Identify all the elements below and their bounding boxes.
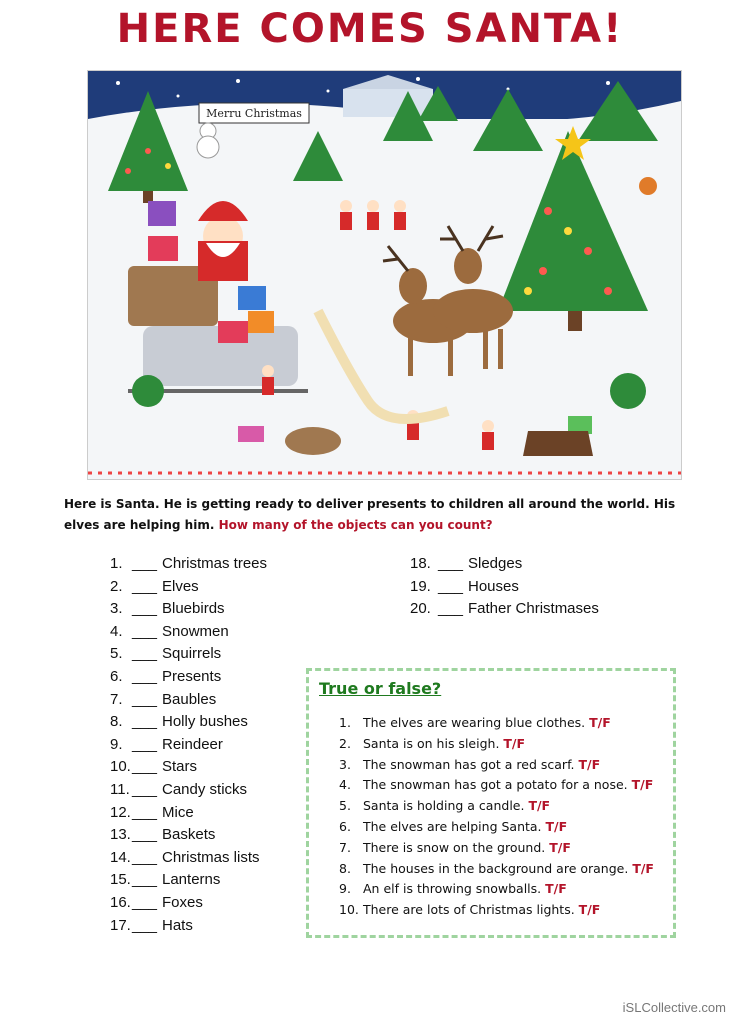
true-false-choice[interactable]: T/F [503, 735, 526, 751]
count-item-number: 10. [110, 758, 131, 776]
statement-text: Santa is holding a candle. [363, 798, 525, 814]
count-item-number: 16. [110, 893, 131, 911]
count-item-number: 8. [110, 713, 123, 731]
count-item-label: Bluebirds [162, 600, 225, 618]
count-item-label: Baskets [162, 826, 216, 844]
answer-blank[interactable]: ___ [438, 555, 464, 572]
intro-question: How many of the objects can you count? [218, 518, 493, 532]
statement-number: 7. [339, 839, 351, 855]
count-item [410, 598, 599, 621]
count-item-label: Squirrels [162, 645, 222, 663]
count-item [110, 553, 267, 576]
count-item-label: Lanterns [162, 871, 221, 889]
true-false-statement [339, 817, 654, 838]
intro-paragraph [64, 494, 704, 536]
footer-watermark: iSLCollective.com [622, 1000, 726, 1015]
true-false-statement [339, 900, 654, 921]
true-false-statement [339, 859, 654, 880]
count-item [110, 915, 267, 938]
statement-number: 2. [339, 735, 351, 751]
true-false-choice[interactable]: T/F [545, 818, 568, 834]
statement-text: An elf is throwing snowballs. [363, 881, 542, 897]
statement-text: There is snow on the ground. [363, 839, 546, 855]
answer-blank[interactable]: ___ [132, 848, 158, 866]
count-item-label: Mice [162, 803, 194, 821]
answer-blank[interactable]: ___ [132, 826, 158, 844]
true-false-choice[interactable]: T/F [528, 798, 551, 814]
true-false-choice[interactable]: T/F [549, 839, 571, 855]
sign-text: Merru Christmas [206, 107, 302, 120]
answer-blank[interactable]: ___ [132, 600, 158, 618]
true-false-statement [339, 775, 654, 796]
count-item-number: 19. [410, 577, 431, 595]
count-item [110, 802, 267, 825]
count-item [110, 643, 267, 666]
count-item [110, 576, 267, 599]
count-item-number: 7. [110, 690, 123, 708]
statement-number: 8. [339, 860, 351, 876]
answer-blank[interactable]: ___ [132, 667, 158, 685]
intro-text: Here is Santa. He is getting ready to deliver presents to children all around the world. His elves are helping him. [64, 497, 676, 532]
count-item-number: 6. [110, 667, 123, 685]
answer-blank[interactable]: ___ [132, 758, 158, 776]
answer-blank[interactable]: ___ [438, 577, 464, 595]
count-list-column-2 [410, 553, 599, 621]
count-item [110, 689, 267, 712]
true-false-statement [339, 838, 654, 859]
count-item-number: 13. [110, 826, 131, 844]
statement-text: The snowman has got a red scarf. [363, 756, 575, 772]
count-item-label: Elves [162, 577, 199, 595]
count-item-label: Presents [162, 667, 222, 685]
true-false-statement [339, 879, 654, 900]
true-false-list [339, 713, 654, 921]
count-item-label: Christmas trees [162, 555, 268, 572]
page-title: HERE COMES SANTA! [116, 6, 624, 52]
count-item-number: 14. [110, 848, 131, 866]
answer-blank[interactable]: ___ [132, 916, 158, 934]
count-item-number: 4. [110, 622, 123, 640]
count-item-number: 17. [110, 916, 131, 934]
statement-text: The houses in the background are orange. [363, 860, 629, 876]
answer-blank[interactable]: ___ [438, 600, 464, 618]
statement-number: 9. [339, 881, 351, 897]
count-item-number: 18. [410, 555, 431, 572]
count-list-column-1 [110, 553, 267, 937]
statement-number: 1. [339, 715, 351, 730]
answer-blank[interactable]: ___ [132, 622, 158, 640]
count-item-label: Reindeer [162, 735, 223, 753]
statement-number: 10. [339, 902, 359, 918]
count-item-number: 15. [110, 871, 131, 889]
statement-number: 5. [339, 798, 351, 814]
answer-blank[interactable]: ___ [132, 690, 158, 708]
count-item-label: Christmas lists [162, 848, 260, 866]
answer-blank[interactable]: ___ [132, 780, 158, 798]
count-item-number: 5. [110, 645, 123, 663]
count-item-label: Foxes [162, 893, 203, 911]
true-false-choice[interactable]: T/F [631, 777, 654, 793]
statement-text: Santa is on his sleigh. [363, 735, 500, 751]
count-item-number: 3. [110, 600, 123, 618]
answer-blank[interactable]: ___ [132, 555, 158, 572]
count-item [110, 847, 267, 870]
true-false-box [306, 668, 676, 938]
christmas-scene-illustration [87, 70, 682, 480]
count-item [110, 892, 267, 915]
true-false-choice[interactable]: T/F [589, 715, 611, 730]
count-item-label: Snowmen [162, 622, 229, 640]
true-false-statement [339, 755, 654, 776]
true-false-choice[interactable]: T/F [632, 860, 654, 876]
count-item [110, 621, 267, 644]
true-false-statement [339, 734, 654, 755]
count-item-label: Houses [468, 577, 519, 595]
count-item [410, 553, 599, 576]
count-item-number: 1. [110, 555, 123, 572]
count-item-label: Father Christmases [468, 600, 599, 618]
count-item-label: Candy sticks [162, 780, 248, 798]
count-item-label: Hats [162, 916, 193, 934]
count-item-number: 20. [410, 600, 431, 618]
count-item [110, 734, 267, 757]
count-item-number: 12. [110, 803, 131, 821]
count-item [110, 598, 267, 621]
count-item-label: Sledges [468, 555, 523, 572]
count-item-label: Baubles [162, 690, 217, 708]
statement-number: 6. [339, 818, 351, 834]
answer-blank[interactable]: ___ [132, 645, 158, 663]
count-item [110, 756, 267, 779]
answer-blank[interactable]: ___ [132, 893, 158, 911]
answer-blank[interactable]: ___ [132, 871, 158, 889]
true-false-statement [339, 796, 654, 817]
true-false-choice[interactable]: T/F [545, 881, 567, 897]
count-item [110, 824, 267, 847]
count-item [110, 711, 267, 734]
statement-number: 3. [339, 756, 351, 772]
statement-text: The elves are helping Santa. [363, 818, 542, 834]
true-false-statement [339, 713, 654, 734]
statement-number: 4. [339, 777, 351, 793]
statement-text: The elves are wearing blue clothes. [363, 715, 586, 730]
count-item [110, 869, 267, 892]
count-item-label: Stars [162, 758, 198, 776]
count-item [110, 666, 267, 689]
true-false-title: True or false? [319, 679, 442, 698]
answer-blank[interactable]: ___ [132, 713, 158, 731]
count-item-number: 11. [110, 780, 130, 798]
statement-text: There are lots of Christmas lights. [363, 902, 575, 918]
count-item-number: 9. [110, 735, 123, 753]
scene-svg [88, 71, 681, 479]
true-false-choice[interactable]: T/F [578, 756, 601, 772]
statement-text: The snowman has got a potato for a nose. [363, 777, 628, 793]
count-item-number: 2. [110, 577, 123, 595]
count-item [110, 779, 267, 802]
answer-blank[interactable]: ___ [132, 577, 158, 595]
count-item [410, 576, 599, 599]
true-false-choice[interactable]: T/F [578, 902, 601, 918]
answer-blank[interactable]: ___ [132, 803, 158, 821]
count-item-label: Holly bushes [162, 713, 248, 731]
answer-blank[interactable]: ___ [132, 735, 158, 753]
